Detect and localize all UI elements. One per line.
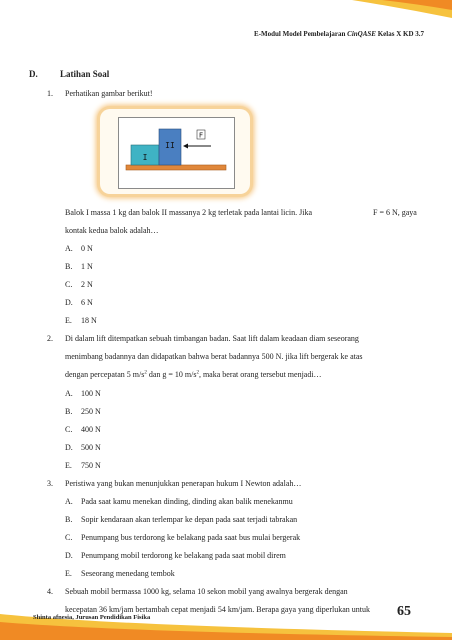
option-text[interactable]: 2 N <box>81 280 93 289</box>
option-letter: D. <box>65 551 73 560</box>
option-text[interactable]: 250 N <box>81 407 101 416</box>
question-1-figure <box>100 109 250 194</box>
question-4-line-2: kecepatan 36 km/jam bertambah cepat menjadi 54 km/jam. Berapa gaya yang diperlukan untuk <box>65 605 371 614</box>
option-letter: B. <box>65 262 73 271</box>
option-letter: E. <box>65 569 72 578</box>
option-letter: E. <box>65 461 72 470</box>
option-text[interactable]: 0 N <box>81 244 93 253</box>
option-text[interactable]: Pada saat kamu menekan dinding, dinding akan balik menekanmu <box>81 497 293 506</box>
option-letter: D. <box>65 443 73 452</box>
section-number: D. <box>29 69 38 79</box>
floor <box>126 165 226 170</box>
option-text[interactable]: 400 N <box>81 425 101 434</box>
option-text[interactable]: 750 N <box>81 461 101 470</box>
question-2-number: 2. <box>47 334 53 343</box>
force-arrowhead <box>183 144 188 149</box>
option-text[interactable]: 500 N <box>81 443 101 452</box>
model-name: CinQASE <box>347 30 376 38</box>
question-1-prompt: Perhatikan gambar berikut! <box>65 89 153 98</box>
page-number: 65 <box>397 604 411 619</box>
option-letter: E. <box>65 316 72 325</box>
option-letter: B. <box>65 515 73 524</box>
option-text[interactable]: 100 N <box>81 389 101 398</box>
option-text[interactable]: Penumpang bus terdorong ke belakang pada saat bus mulai bergerak <box>81 533 301 542</box>
footer-author: Shinta afnesia, Jurusan Pendidikan Fisika <box>33 614 151 621</box>
header-decoration <box>342 0 452 22</box>
option-letter: A. <box>65 244 73 253</box>
question-1-number: 1. <box>47 89 53 98</box>
force-label: F <box>198 131 204 140</box>
figure-canvas <box>118 117 235 189</box>
question-2-line-2: menimbang badannya dan didapatkan bahwa berat badannya 500 N. jika lift bergerak ke atas <box>65 352 363 361</box>
question-1-line-1-right: F = 6 N, gaya <box>373 208 417 217</box>
question-2-line-1: Di dalam lift ditempatkan sebuah timbangan badan. Saat lift dalam keadaan diam seseorang <box>65 334 359 343</box>
module-header: E-Modul Model Pembelajaran CinQASE Kelas X KD 3.7 <box>254 30 424 38</box>
question-4-number: 4. <box>47 587 53 596</box>
option-text[interactable]: 18 N <box>81 316 97 325</box>
option-letter: C. <box>65 280 73 289</box>
question-1-line-2: kontak kedua balok adalah… <box>65 226 159 235</box>
option-letter: D. <box>65 298 73 307</box>
option-text[interactable]: 6 N <box>81 298 93 307</box>
option-text[interactable]: 1 N <box>81 262 93 271</box>
question-3-line-1: Peristiwa yang bukan menunjukkan penerapan hukum I Newton adalah… <box>65 479 302 488</box>
question-2-line-3: dengan percepatan 5 $m/s^2$ dan g = 10 $m/s^2$, maka berat orang tersebut menjadi… <box>65 370 322 379</box>
option-letter: C. <box>65 533 73 542</box>
option-letter: C. <box>65 425 73 434</box>
blocks-diagram <box>119 118 234 188</box>
block-2-label: II <box>165 141 175 150</box>
question-3-number: 3. <box>47 479 53 488</box>
option-letter: A. <box>65 497 73 506</box>
option-letter: A. <box>65 389 73 398</box>
option-text[interactable]: Penumpang mobil terdorong ke belakang pada saat mobil direm <box>81 551 286 560</box>
block-1-label: I <box>142 153 148 162</box>
question-1-line-1: Balok I massa 1 kg dan balok II massanya 2 kg terletak pada lantai licin. Jika <box>65 208 313 217</box>
option-text[interactable]: Seseorang menedang tembok <box>81 569 175 578</box>
section-title: Latihan Soal <box>60 69 110 79</box>
option-text[interactable]: Sopir kendaraan akan terlempar ke depan pada saat terjadi tabrakan <box>81 515 298 524</box>
question-4-line-1: Sebuah mobil bermassa 1000 kg, selama 10 sekon mobil yang awalnya bergerak dengan <box>65 587 348 596</box>
option-letter: B. <box>65 407 73 416</box>
